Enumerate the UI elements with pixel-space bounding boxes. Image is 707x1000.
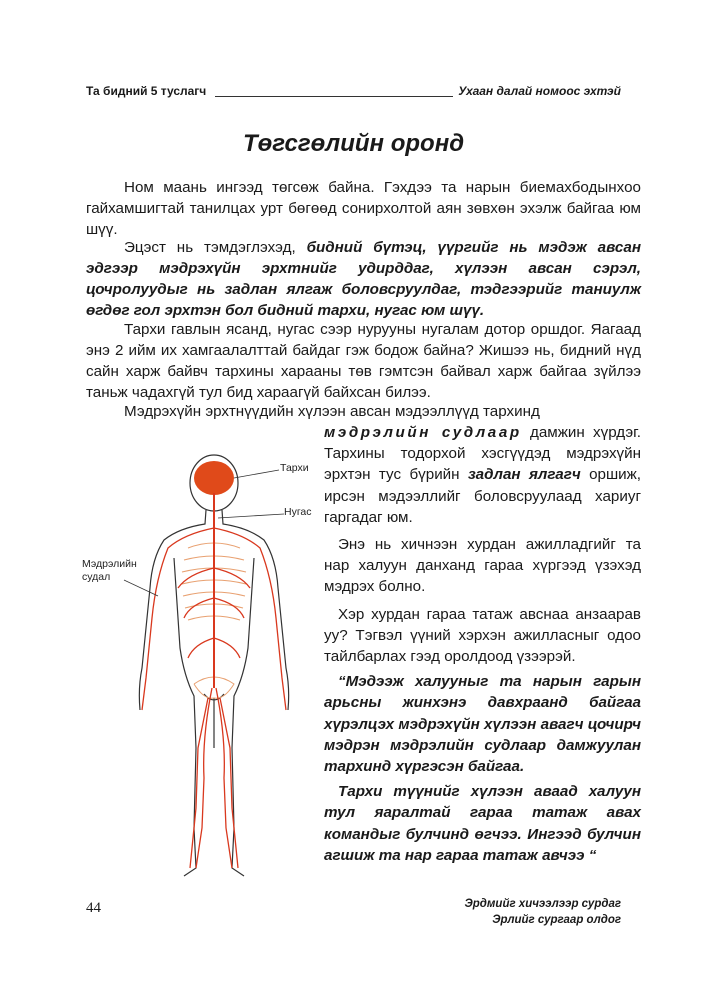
label-spine: Нугас (284, 506, 312, 518)
running-header-left: Та бидний 5 туслагч (86, 84, 207, 98)
text-column (324, 422, 641, 866)
paragraph-senses-body (324, 422, 641, 528)
paragraph-brain-protection: Тархи гавлын ясанд, нугас сээр нурууны нугалам дотор оршдог. Яагаад энэ 2 ийм их хамгаалалттай байдаг гэж бодож байна? Жишээ нь, бидний нүд сайн харж байвч тархины харааны төв гэмтсэн байвал харж байгаа зүйлээ таньж чадахгүй тул бид хараагүй байхсан билээ. (86, 321, 641, 401)
header-rule (215, 96, 453, 97)
nervous-system-figure (84, 448, 324, 888)
summary-intro-text: Эцэст нь тэмдэглэхэд, (124, 239, 307, 256)
paragraph-question: Хэр хурдан гараа татаж авснаа анзаарав уу? Тэгвэл үүний хэрхэн ажилласныг одоо тайлбарлах гээд оролдоод үзээрэй. (324, 605, 641, 666)
running-header-right: Ухаан далай номоос эхтэй (458, 84, 621, 98)
footer-proverb (465, 896, 621, 928)
senses-body-text: дамжин хүрдэг. Тархины тодорхой хэсгүүдэд мэдрэхүйн эрхтэн тус бүрийн (324, 424, 641, 484)
label-brain: Тархи (280, 462, 309, 474)
paragraph-summary (86, 237, 641, 321)
footer-line-2: Эрлийг сургаар олдог (492, 914, 621, 926)
paragraph-speed: Энэ нь хичнээн хурдан ажилладгийг та нар халуун данханд гараа хүргээд үзэхэд мэдрэх болно. (324, 536, 641, 596)
page-title: Төгсгөлийн оронд (242, 130, 465, 157)
page-number: 44 (86, 900, 101, 916)
term-nerve-path: мэдрэлийн судлаар (324, 424, 522, 441)
paragraph-intro: Ном маань ингээд төгсөж байна. Гэхдээ та нарын биемахбодынхоо гайхамшигтай танилцах урт бөгөөд сонирхолтой аян зөвхөн эхэлж байгаа юм шүү. (86, 179, 641, 238)
summary-bold-text: бидний бүтэц, үүргийг нь мэдэж авсан эдгээр мэдрэхүйн эрхтнийг удирддаг, хүлээн авсан сэрэл, цочролуудыг нь задлан ялгаж боловсруулдаг, тэдгээрийг таниулж өгдөг гол эрхтэн бол бидний тархи, нугас юм шүү. (86, 239, 641, 319)
brain-pointer (234, 470, 279, 478)
spine-pointer (218, 514, 284, 518)
quote-part-1: “Мэдээж халууныг та нарын гарын арьсны жинхэнэ давхраанд байгаа хүрэлцэх мэдрэхүйн хүлээн авагч цочирч мэдрэн мэдрэлийн судлаар дамжуулан тархинд хүргэсэн байгаа. (324, 673, 641, 776)
quote-part-2: Тархи түүнийг хүлээн аваад халуун тул яаралтай гараа татаж авах командыг булчинд өгчээ. Ингээд булчин агшиж та нар гараа татаж авчээ “ (324, 783, 641, 864)
brain-shape (194, 461, 234, 495)
term-analyzer: задлан ялгагч (467, 466, 581, 484)
label-nerve: Мэдрэлийн судал (82, 558, 137, 583)
paragraph-senses-head: Мэдрэхүйн эрхтнүүдийн хүлээн авсан мэдээллүүд тархинд (124, 403, 540, 420)
senses-body-tail: оршиж, ирсэн мэдээллийг боловсруулаад хариуг гаргадаг юм. (324, 466, 642, 526)
footer-line-1: Эрдмийг хичээлээр сурдаг (464, 898, 621, 910)
